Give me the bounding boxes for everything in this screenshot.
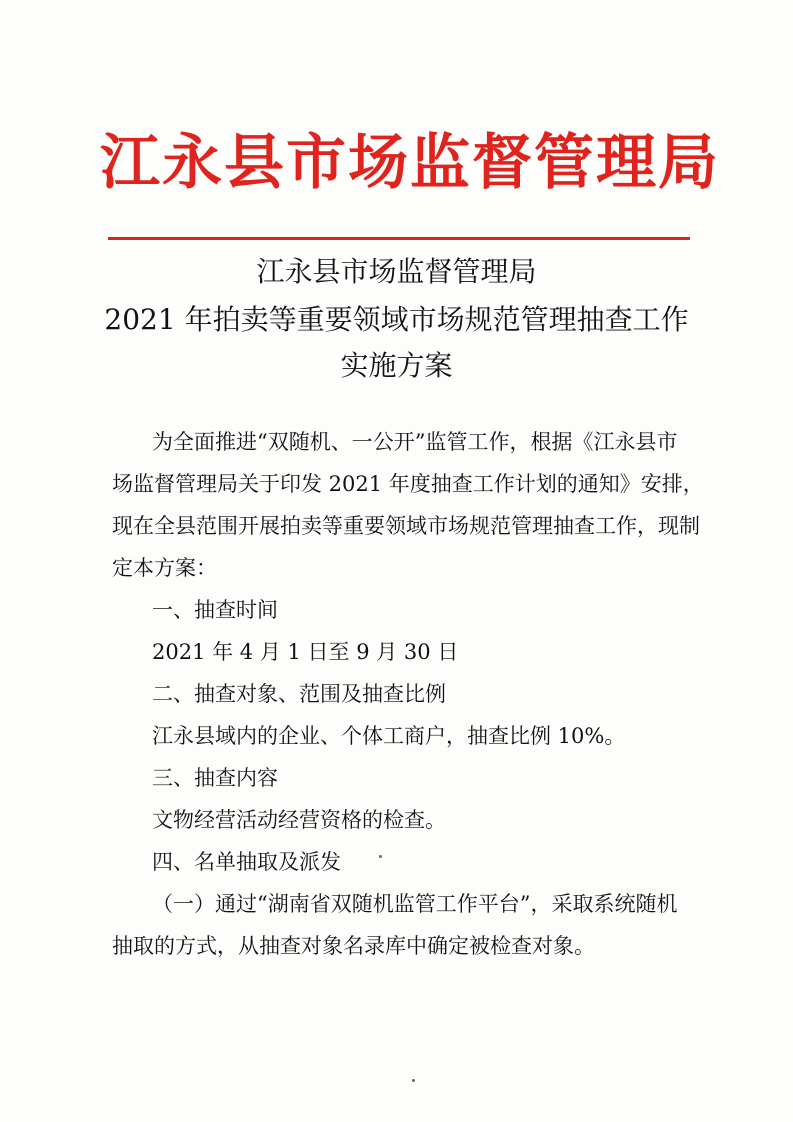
intro-line-3: 现在全县范围开展拍卖等重要领域市场规范管理抽查工作，现制 — [112, 514, 700, 538]
document-title-line-3: 实施方案 — [340, 349, 453, 382]
section-text-1: 2021 年 4 月 1 日至 9 月 30 日 — [152, 640, 459, 664]
intro-line-4: 定本方案： — [112, 556, 217, 580]
item-1-line-2: 抽取的方式，从抽查对象名录库中确定被检查对象。 — [112, 934, 595, 958]
letterhead-divider — [108, 237, 690, 240]
section-heading-3: 三、抽查内容 — [152, 766, 278, 790]
section-heading-1: 一、抽查时间 — [152, 598, 278, 622]
intro-line-2: 场监督管理局关于印发 2021 年度抽查工作计划的通知》安排， — [112, 472, 704, 496]
section-heading-2: 二、抽查对象、范围及抽查比例 — [152, 682, 446, 706]
scan-speck — [412, 1079, 415, 1082]
scan-speck — [379, 855, 382, 858]
intro-line-1: 为全面推进“双随机、一公开”监管工作，根据《江永县市 — [152, 430, 678, 454]
section-text-3: 文物经营活动经营资格的检查。 — [152, 808, 446, 832]
section-heading-4: 四、名单抽取及派发 — [152, 850, 341, 874]
section-text-2: 江永县域内的企业、个体工商户，抽查比例 10%。 — [152, 724, 626, 748]
document-title-line-1: 江永县市场监督管理局 — [256, 255, 537, 288]
item-1-line-1: （一）通过“湖南省双随机监管工作平台”，采取系统随机 — [152, 892, 678, 916]
letterhead-title: 江永县市场监督管理局 — [100, 128, 720, 198]
document-title-line-2: 2021 年拍卖等重要领域市场规范管理抽查工作 — [104, 303, 689, 336]
